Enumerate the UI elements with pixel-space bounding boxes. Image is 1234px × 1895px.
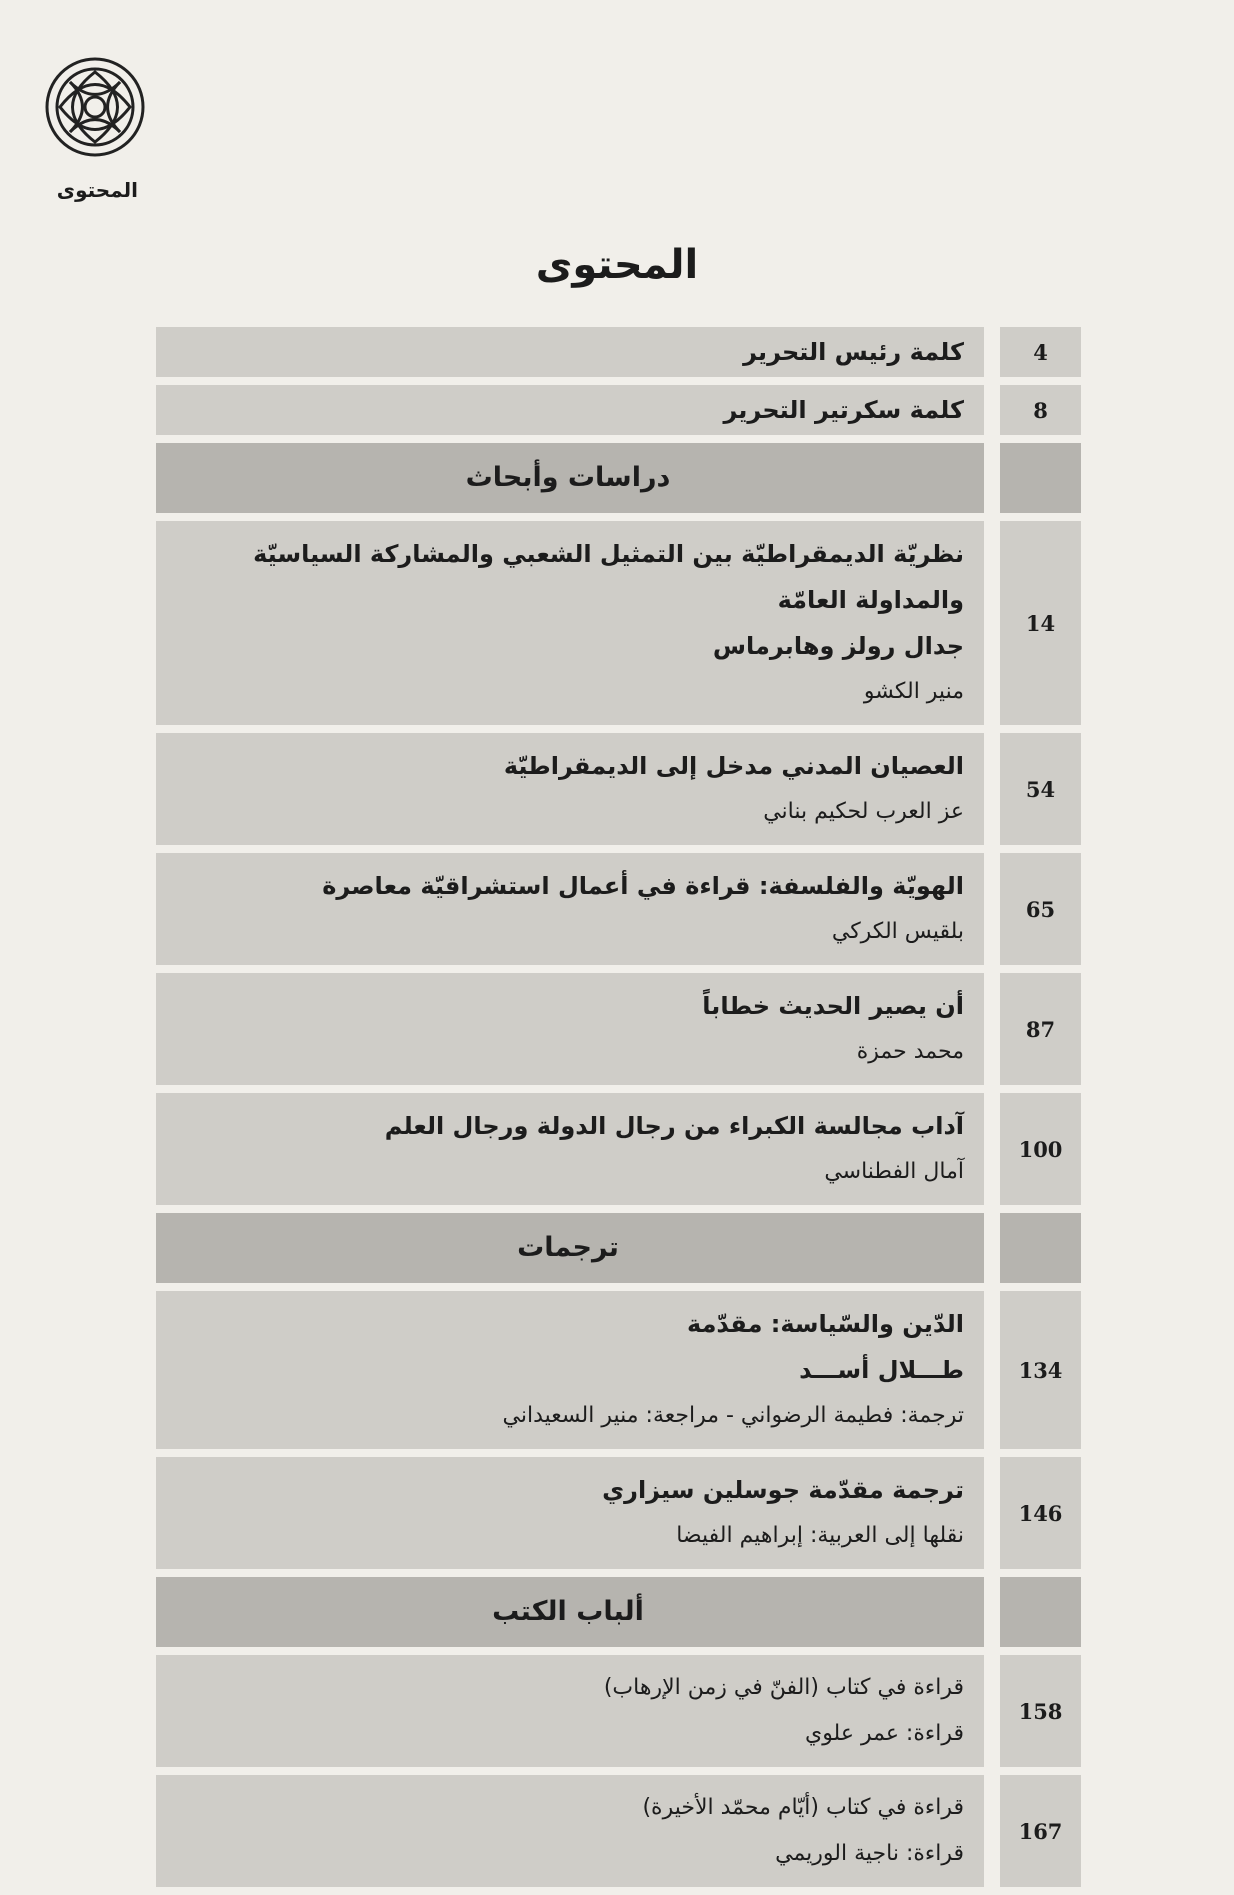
toc-row <box>156 1655 1081 1767</box>
entry-author: نقلها إلى العربية: إبراهيم الفيضا <box>676 1523 964 1548</box>
entry-author: قراءة: ناجية الوريمي <box>775 1841 964 1866</box>
entry-title: قراءة في كتاب (أيّام محمّد الأخيرة) <box>642 1795 964 1820</box>
toc-row <box>156 1457 1081 1569</box>
toc-entry-content <box>156 1775 984 1887</box>
page-title: المحتوى <box>535 242 699 288</box>
table-of-contents <box>156 327 1081 1895</box>
toc-row <box>156 521 1081 725</box>
entry-author: بلقيس الكركي <box>831 919 964 944</box>
entry-author: آمال الفطناسي <box>824 1159 964 1184</box>
section-header-row <box>156 1577 1081 1647</box>
toc-row <box>156 1093 1081 1205</box>
entry-title: الهويّة والفلسفة: قراءة في أعمال استشراقيّة معاصرة <box>322 872 964 900</box>
entry-title: نظريّة الديمقراطيّة بين التمثيل الشعبي والمشاركة السياسيّة والمداولة العامّة <box>253 540 964 614</box>
toc-entry-content <box>156 327 984 377</box>
entry-author: محمد حمزة <box>856 1039 964 1064</box>
entry-title: كلمة رئيس التحرير <box>743 338 964 366</box>
toc-row <box>156 327 1081 377</box>
page-number: 100 <box>1000 1093 1081 1205</box>
entry-title: العصيان المدني مدخل إلى الديمقراطيّة <box>503 752 964 780</box>
toc-row <box>156 1775 1081 1887</box>
page-number: 146 <box>1000 1457 1081 1569</box>
section-title: ألباب الكتب <box>492 1596 644 1627</box>
section-title: دراسات وأبحاث <box>465 462 671 493</box>
entry-title: آداب مجالسة الكبراء من رجال الدولة ورجال العلم <box>384 1112 964 1140</box>
page-number: 134 <box>1000 1291 1081 1449</box>
page-number: 87 <box>1000 973 1081 1085</box>
page-number: 8 <box>1000 385 1081 435</box>
page-number: 158 <box>1000 1655 1081 1767</box>
entry-title: أن يصير الحديث خطاباً <box>702 992 964 1020</box>
toc-entry-content <box>156 521 984 725</box>
running-header: المحتوى <box>56 178 138 202</box>
section-header-row <box>156 1213 1081 1283</box>
toc-entry-content <box>156 733 984 845</box>
toc-entry-content <box>156 1291 984 1449</box>
toc-entry-content <box>156 853 984 965</box>
entry-subtitle: طـــلال أســـد <box>799 1356 964 1384</box>
entry-title: الدّين والسّياسة: مقدّمة <box>687 1310 964 1338</box>
toc-row <box>156 385 1081 435</box>
journal-logo <box>40 52 150 162</box>
entry-author: منير الكشو <box>863 679 964 704</box>
page-number: 167 <box>1000 1775 1081 1887</box>
toc-row <box>156 1291 1081 1449</box>
section-title: ترجمات <box>517 1232 619 1263</box>
section-header <box>156 1213 984 1283</box>
knot-ornament-icon <box>40 52 150 162</box>
toc-row <box>156 853 1081 965</box>
toc-entry-content <box>156 385 984 435</box>
toc-row <box>156 733 1081 845</box>
entry-title: قراءة في كتاب (الفنّ في زمن الإرهاب) <box>603 1675 964 1700</box>
toc-entry-content <box>156 1457 984 1569</box>
page-number: 4 <box>1000 327 1081 377</box>
section-header-row <box>156 443 1081 513</box>
toc-entry-content <box>156 1655 984 1767</box>
entry-author: قراءة: عمر علوي <box>804 1721 964 1746</box>
page-number: 54 <box>1000 733 1081 845</box>
entry-author: ترجمة: فطيمة الرضواني - مراجعة: منير السعيداني <box>502 1403 964 1428</box>
section-header <box>156 1577 984 1647</box>
toc-row <box>156 973 1081 1085</box>
entry-author: عز العرب لحكيم بناني <box>763 799 964 824</box>
entry-subtitle: جدال رولز وهابرماس <box>712 632 964 660</box>
page-number: 14 <box>1000 521 1081 725</box>
toc-entry-content <box>156 1093 984 1205</box>
entry-title: ترجمة مقدّمة جوسلين سيزاري <box>602 1476 964 1504</box>
page-number: 65 <box>1000 853 1081 965</box>
entry-title: كلمة سكرتير التحرير <box>723 396 964 424</box>
toc-entry-content <box>156 973 984 1085</box>
section-header <box>156 443 984 513</box>
